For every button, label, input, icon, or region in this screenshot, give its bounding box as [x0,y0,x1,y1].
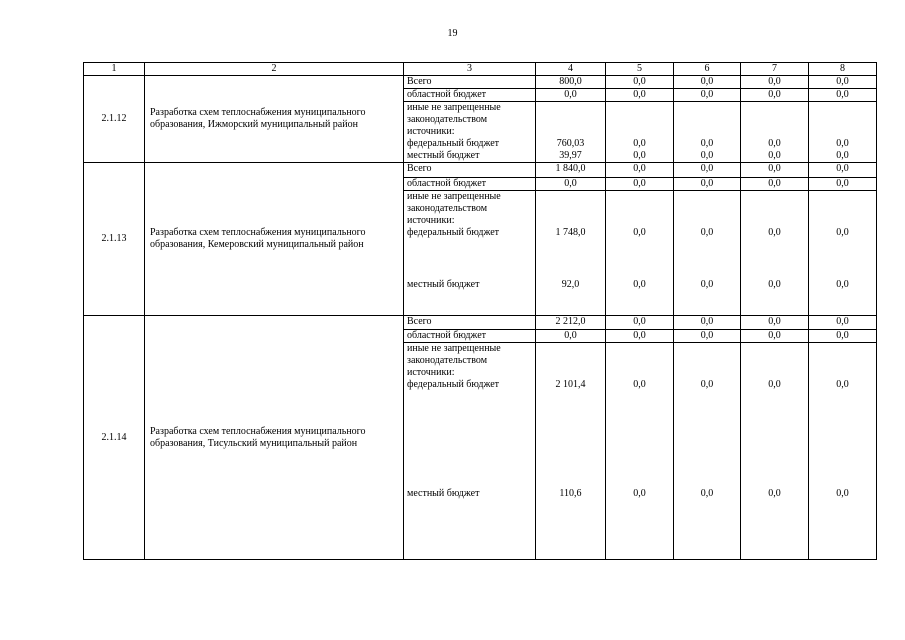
item-code: 2.1.12 [84,76,145,163]
spacer [744,102,805,138]
federal-value: 0,0 [836,138,849,149]
spacer [677,191,737,227]
total-value: 0,0 [809,76,877,89]
other-sources-label: иные не запрещенные законодательством источники: [407,191,501,226]
spacer [609,343,670,379]
header-row [84,63,877,76]
header-cell: 4 [536,63,606,76]
total-value: 0,0 [674,163,741,178]
other-sources-label: иные не запрещенные законодательством источники: [407,343,501,378]
regional-label: областной бюджет [404,89,536,102]
total-value: 800,0 [536,76,606,89]
local-label: местный бюджет [404,488,536,560]
federal-value-cell [536,102,606,151]
federal-value: 0,0 [700,227,714,238]
table-row [84,163,877,178]
federal-value: 760,03 [556,138,585,149]
federal-value-cell [674,191,741,280]
total-value: 0,0 [674,316,741,330]
header-cell: 1 [84,63,145,76]
federal-value: 0,0 [633,227,646,238]
page-number: 19 [447,28,458,39]
table-row [84,76,877,89]
federal-value: 2 101,4 [555,379,586,390]
spacer [609,191,670,227]
spacer [812,191,873,227]
spacer [677,102,737,138]
federal-value: 0,0 [768,138,781,149]
federal-value-cell [674,102,741,151]
regional-value: 0,0 [809,330,877,343]
local-label: местный бюджет [404,150,536,163]
total-value: 0,0 [741,316,809,330]
total-value: 1 840,0 [536,163,606,178]
regional-value: 0,0 [741,178,809,191]
local-label: местный бюджет [404,279,536,316]
federal-label: федеральный бюджет [407,379,500,390]
federal-value-cell [606,102,674,151]
header-cell: 8 [809,63,877,76]
local-value: 0,0 [674,150,741,163]
federal-value-cell [741,343,809,489]
federal-value-cell [606,343,674,489]
local-value: 0,0 [809,279,877,316]
regional-value: 0,0 [674,330,741,343]
federal-value-cell [674,343,741,489]
regional-label: областной бюджет [404,178,536,191]
federal-value: 0,0 [836,379,849,390]
local-value: 0,0 [606,488,674,560]
other-sources-label: иные не запрещенные законодательством источники: [407,102,501,137]
total-value: 0,0 [809,316,877,330]
federal-value-cell [536,343,606,489]
federal-value: 0,0 [700,138,714,149]
regional-value: 0,0 [536,178,606,191]
federal-value-cell [809,102,877,151]
header-cell: 6 [674,63,741,76]
federal-value-cell [606,191,674,280]
other-sources-cell [404,343,536,489]
other-sources-cell [404,102,536,151]
header-cell: 2 [145,63,404,76]
local-value: 0,0 [809,150,877,163]
local-value: 0,0 [809,488,877,560]
spacer [539,191,602,227]
item-name: Разработка схем теплоснабжения муниципального образования, Ижморский муниципальный район [145,76,404,163]
local-value: 39,97 [536,150,606,163]
spacer [812,343,873,379]
federal-value-cell [741,102,809,151]
spacer [539,343,602,379]
item-code: 2.1.14 [84,316,145,560]
local-value: 0,0 [741,279,809,316]
federal-value: 1 748,0 [555,227,586,238]
federal-label: федеральный бюджет [407,138,500,149]
regional-value: 0,0 [741,330,809,343]
regional-value: 0,0 [606,178,674,191]
regional-value: 0,0 [606,330,674,343]
regional-value: 0,0 [674,89,741,102]
total-label: Всего [404,316,536,330]
header-cell: 5 [606,63,674,76]
federal-value-cell [809,343,877,489]
total-value: 0,0 [606,316,674,330]
federal-value: 0,0 [633,379,646,390]
regional-value: 0,0 [606,89,674,102]
local-value: 0,0 [606,150,674,163]
local-value: 0,0 [674,488,741,560]
spacer [609,102,670,138]
item-name: Разработка схем теплоснабжения муниципального образования, Тисульский муниципальный район [145,316,404,560]
regional-label: областной бюджет [404,330,536,343]
total-value: 0,0 [606,76,674,89]
spacer [812,102,873,138]
local-value: 110,6 [536,488,606,560]
total-value: 0,0 [809,163,877,178]
total-label: Всего [404,163,536,178]
regional-value: 0,0 [536,330,606,343]
federal-label: федеральный бюджет [407,227,500,238]
total-value: 0,0 [741,163,809,178]
regional-value: 0,0 [674,178,741,191]
total-value: 0,0 [674,76,741,89]
regional-value: 0,0 [536,89,606,102]
local-value: 0,0 [741,488,809,560]
federal-value: 0,0 [768,227,781,238]
total-label: Всего [404,76,536,89]
total-value: 2 212,0 [536,316,606,330]
header-cell: 7 [741,63,809,76]
table-row [84,316,877,330]
federal-value-cell [741,191,809,280]
item-name: Разработка схем теплоснабжения муниципального образования, Кемеровский муниципальный район [145,163,404,316]
federal-value: 0,0 [768,379,781,390]
federal-value: 0,0 [836,227,849,238]
federal-value: 0,0 [633,138,646,149]
total-value: 0,0 [606,163,674,178]
budget-table [83,62,877,560]
other-sources-cell [404,191,536,280]
local-value: 92,0 [536,279,606,316]
federal-value-cell [809,191,877,280]
header-cell: 3 [404,63,536,76]
local-value: 0,0 [741,150,809,163]
regional-value: 0,0 [741,89,809,102]
spacer [539,102,602,138]
federal-value: 0,0 [700,379,714,390]
regional-value: 0,0 [809,178,877,191]
regional-value: 0,0 [809,89,877,102]
spacer [677,343,737,379]
local-value: 0,0 [674,279,741,316]
federal-value-cell [536,191,606,280]
total-value: 0,0 [741,76,809,89]
spacer [744,191,805,227]
local-value: 0,0 [606,279,674,316]
spacer [744,343,805,379]
item-code: 2.1.13 [84,163,145,316]
